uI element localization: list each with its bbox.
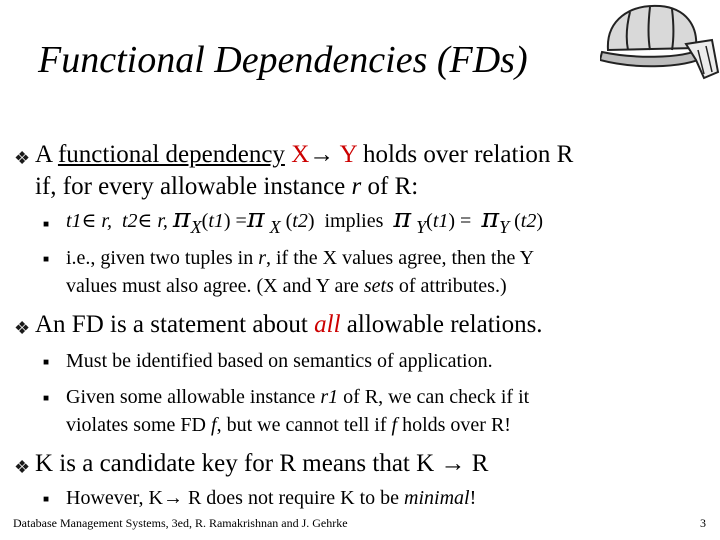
ie-text-2: values must also agree. (X and Y are bbox=[66, 275, 364, 297]
instance-text: Given some allowable instance bbox=[66, 386, 321, 408]
pi-symbol: π bbox=[393, 203, 412, 234]
element-of-symbol: ∈ bbox=[137, 210, 153, 232]
bullet-1-text-end: holds over relation R bbox=[362, 141, 574, 168]
pi-symbol: π bbox=[172, 203, 191, 234]
violates-text-mid: , but we cannot tell if bbox=[216, 414, 392, 436]
ie-text: i.e., given two tuples in bbox=[66, 247, 259, 269]
sub-bullet-semantics: Must be identified based on semantics of application. bbox=[66, 350, 493, 372]
var-t2: t2 bbox=[520, 210, 537, 232]
pi-symbol: π bbox=[481, 203, 500, 234]
violates-text-end: holds over R! bbox=[397, 414, 511, 436]
paren-equals: ) = bbox=[448, 210, 472, 232]
all-word: all bbox=[314, 311, 341, 338]
paren: ) bbox=[307, 210, 315, 232]
instance-text-end: of R, we can check if it bbox=[338, 386, 530, 408]
arrow-symbol: → bbox=[309, 141, 335, 168]
square-bullet-icon: ■ bbox=[43, 494, 50, 505]
violates-text: violates some FD bbox=[66, 414, 211, 436]
exclamation: ! bbox=[469, 487, 477, 509]
ie-text-end: , if the X values agree, then the Y bbox=[266, 247, 535, 269]
bullet-1-line-2 bbox=[35, 171, 418, 202]
paren: ( bbox=[201, 210, 209, 232]
diamond-bullet-icon: ❖ bbox=[14, 318, 31, 338]
subscript-x: X bbox=[269, 217, 281, 237]
var-r: r, bbox=[101, 210, 112, 232]
square-bullet-icon: ■ bbox=[43, 219, 50, 230]
bullet-1-line-2-text: if, for every allowable instance bbox=[35, 173, 352, 200]
sub-bullet-instance-line-2 bbox=[66, 412, 511, 438]
var-t1: t1 bbox=[66, 210, 82, 232]
element-of-symbol: ∈ bbox=[81, 210, 97, 232]
paren: ( bbox=[285, 210, 293, 232]
sub-bullet-instance-line-1 bbox=[66, 384, 529, 410]
slide-footer: Database Management Systems, 3ed, R. Ramakrishnan and J. Gehrke bbox=[13, 516, 348, 530]
subscript-y: Y bbox=[416, 217, 427, 237]
arrow-symbol: → bbox=[440, 450, 466, 477]
fd-y: Y bbox=[339, 141, 357, 168]
implies-word: implies bbox=[324, 210, 384, 232]
minimal-word: minimal bbox=[404, 487, 470, 509]
subscript-y: Y bbox=[499, 217, 510, 237]
sub-bullet-ie-line-2 bbox=[66, 273, 507, 299]
bullet-1-line-2-end: of R: bbox=[361, 173, 419, 200]
square-bullet-icon: ■ bbox=[43, 393, 50, 404]
slide-title: Functional Dependencies (FDs) bbox=[38, 39, 528, 81]
paren: ( bbox=[514, 210, 521, 232]
instance-r1: r1 bbox=[320, 386, 339, 408]
paren: ( bbox=[426, 210, 433, 232]
fd-x: X bbox=[291, 141, 310, 168]
square-bullet-icon: ■ bbox=[43, 254, 50, 265]
diamond-bullet-icon: ❖ bbox=[14, 148, 31, 168]
bullet-2-text: An FD is a statement about bbox=[35, 311, 315, 338]
bullet-1-text: A bbox=[35, 141, 58, 168]
var-r: r, bbox=[157, 210, 168, 232]
however-text: However, K bbox=[66, 487, 163, 509]
instance-r: r bbox=[258, 247, 266, 269]
diamond-bullet-icon: ❖ bbox=[14, 457, 31, 477]
bullet-1-line-1 bbox=[35, 139, 573, 170]
fd-f: f bbox=[211, 414, 217, 436]
arrow-symbol: → bbox=[162, 487, 183, 509]
ie-text-2-end: of attributes.) bbox=[393, 275, 507, 297]
fd-definition-formula bbox=[66, 203, 544, 237]
square-bullet-icon: ■ bbox=[43, 357, 50, 368]
however-text-mid: R does not require K to be bbox=[187, 487, 405, 509]
sub-bullet-ie-line-1 bbox=[66, 245, 534, 271]
sets-word: sets bbox=[363, 275, 394, 297]
bullet-3 bbox=[35, 448, 488, 479]
bullet-2 bbox=[35, 309, 543, 340]
bullet-3-text: K is a candidate key for R means that K bbox=[35, 450, 435, 477]
var-t1: t1 bbox=[208, 210, 224, 232]
functional-dependency-term: functional dependency bbox=[57, 141, 285, 168]
var-t1: t1 bbox=[432, 210, 449, 232]
var-t2: t2 bbox=[121, 210, 138, 232]
instance-r: r bbox=[351, 173, 362, 200]
var-t2: t2 bbox=[292, 210, 308, 232]
sub-bullet-minimal bbox=[66, 485, 476, 511]
page-number: 3 bbox=[700, 516, 706, 530]
paren-equals: ) = bbox=[223, 210, 247, 232]
hard-hat-icon bbox=[600, 0, 720, 82]
subscript-x: X bbox=[190, 217, 202, 237]
bullet-2-text-end: allowable relations. bbox=[340, 311, 543, 338]
paren: ) bbox=[536, 210, 544, 232]
fd-f: f bbox=[391, 414, 398, 436]
relation-r: R bbox=[471, 450, 489, 477]
pi-symbol: π bbox=[246, 203, 265, 234]
